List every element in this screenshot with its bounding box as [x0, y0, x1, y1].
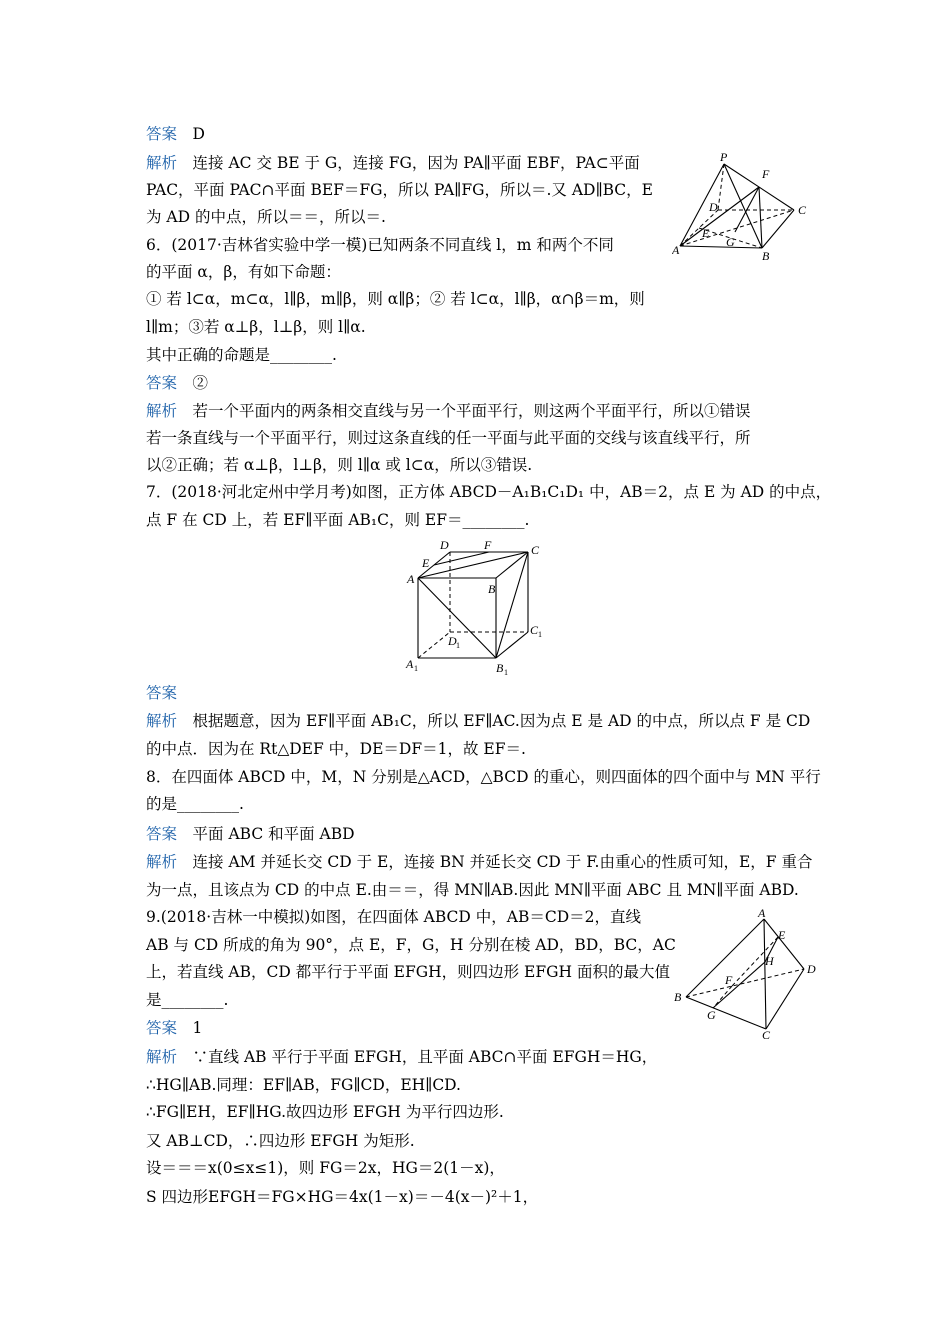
- line-text: ① 若 l⊂α，m⊂α，l∥β，m∥β，则 α∥β；② 若 l⊂α，l∥β，α∩β＝m，则: [146, 290, 645, 308]
- line-text: D: [192, 125, 205, 143]
- label-D: D: [807, 962, 816, 976]
- edge-BC: [686, 997, 766, 1029]
- text-line: [146, 153, 640, 173]
- answer-label: 答案: [146, 825, 178, 843]
- text-line: [146, 401, 751, 421]
- answer-label: 答案: [146, 684, 178, 702]
- edge-HG: [713, 962, 765, 1008]
- line-text: 6．(2017·吉林省实验中学一模)已知两条不同直线 l，m 和两个不同: [146, 236, 614, 254]
- label-C1-sub: 1: [538, 630, 542, 639]
- label-F: F: [725, 973, 733, 987]
- edge-PD: [718, 164, 724, 210]
- edge-A1D1: [418, 632, 450, 658]
- label-D: D: [709, 200, 718, 214]
- line-text: 根据题意，因为 EF∥平面 AB₁C，所以 EF∥AC.因为点 E 是 AD 的中点，所以点 F 是 CD: [192, 712, 811, 730]
- pyramid-figure: [672, 150, 812, 265]
- line-text: 平面 ABC 和平面 ABD: [192, 825, 355, 843]
- text-line: [146, 235, 614, 255]
- answer-label: 解析: [146, 154, 178, 172]
- line-text: ∴FG∥EH，EF∥HG.故四边形 EFGH 为平行四边形.: [146, 1103, 504, 1121]
- text-line: [146, 1075, 461, 1095]
- text-line: [146, 510, 529, 530]
- line-text: AB 与 CD 所成的角为 90°，点 E，F，G，H 分别在棱 AD，BD，BC，AC: [146, 936, 676, 954]
- text-line: [146, 262, 341, 282]
- edge-BD: [686, 969, 804, 997]
- line-text: 为 AD 的中点，所以＝＝，所以＝.: [146, 208, 386, 226]
- label-C: C: [798, 203, 807, 217]
- edge-AC: [764, 919, 766, 1029]
- line-text: l∥m；③若 α⊥β，l⊥β，则 l∥α.: [146, 318, 366, 336]
- line-text: S 四边形EFGH＝FG×HG＝4x(1－x)＝－4(x－)²＋1，: [146, 1188, 539, 1206]
- text-line: [146, 289, 645, 309]
- label-A1: A: [406, 657, 414, 671]
- line-text: 是________.: [146, 991, 229, 1009]
- line-text: PAC，平面 PAC∩平面 BEF＝FG，所以 PA∥FG，所以＝.又 AD∥BC，E: [146, 181, 653, 199]
- label-E: E: [778, 928, 786, 942]
- label-D1: D: [448, 634, 457, 648]
- text-line: [146, 373, 208, 393]
- cube-figure: [402, 538, 552, 678]
- label-A: A: [672, 243, 680, 257]
- answer-label: 答案: [146, 1019, 178, 1037]
- label-B1: B: [496, 661, 504, 675]
- line-text: 的平面 α，β，有如下命题：: [146, 263, 341, 281]
- label-C1: C: [530, 623, 539, 637]
- label-A: A: [758, 906, 766, 920]
- text-line: [146, 962, 670, 982]
- label-A: A: [407, 572, 415, 586]
- line-text: 的是________.: [146, 795, 244, 813]
- text-line: [146, 1131, 415, 1151]
- text-line: [146, 1187, 538, 1207]
- line-text: ②: [192, 374, 209, 392]
- label-H: H: [765, 954, 774, 968]
- label-F: F: [484, 538, 492, 552]
- answer-label: 解析: [146, 1048, 178, 1066]
- text-line: [146, 345, 337, 365]
- answer-label: 答案: [146, 125, 178, 143]
- text-line: [146, 428, 751, 448]
- edge-BC: [762, 210, 794, 248]
- text-line: [146, 767, 821, 787]
- text-line: [146, 1158, 505, 1178]
- edge-AB: [680, 246, 762, 248]
- edge-FB: [759, 187, 762, 248]
- text-line: [146, 1047, 657, 1067]
- label-E: E: [422, 556, 430, 570]
- label-B: B: [488, 582, 496, 596]
- text-line: [146, 683, 193, 703]
- text-line: [146, 124, 205, 144]
- answer-label: 解析: [146, 402, 178, 420]
- text-line: [146, 907, 641, 927]
- line-text: 连接 AM 并延长交 CD 于 E，连接 BN 并延长交 CD 于 F.由重心的性质可知，E，F 重合: [192, 853, 813, 871]
- line-text: 的中点．因为在 Rt△DEF 中，DE＝DF＝1，故 EF＝.: [146, 740, 526, 758]
- line-text: 设＝＝＝x(0≤x≤1)，则 FG＝2x，HG＝2(1－x)，: [146, 1159, 505, 1177]
- text-line: [146, 935, 676, 955]
- text-line: [146, 317, 366, 337]
- edge-CB1: [496, 552, 528, 658]
- label-A1-sub: 1: [414, 664, 418, 673]
- text-line: [146, 482, 831, 502]
- tetrahedron-figure: [668, 905, 818, 1040]
- label-B1-sub: 1: [504, 668, 508, 677]
- line-text: ∴HG∥AB.同理：EF∥AB，FG∥CD，EH∥CD.: [146, 1076, 461, 1094]
- line-text: 为一点，且该点为 CD 的中点 E.由＝＝，得 MN∥AB.因此 MN∥平面 ABC 且 MN∥平面 ABD.: [146, 881, 799, 899]
- text-line: [146, 990, 228, 1010]
- line-text: 若一个平面内的两条相交直线与另一个平面平行，则这两个平面平行，所以①错误: [192, 402, 751, 420]
- line-text: 连接 AC 交 BE 于 G，连接 FG，因为 PA∥平面 EBF，PA⊂平面: [192, 154, 640, 172]
- text-line: [146, 1102, 504, 1122]
- label-D1-sub: 1: [456, 641, 460, 650]
- label-G: G: [707, 1008, 716, 1022]
- line-text: 8．在四面体 ABCD 中，M，N 分别是△ACD，△BCD 的重心，则四面体的四个面中与 MN 平行: [146, 768, 821, 786]
- edge-B1C1: [496, 632, 528, 658]
- answer-label: 答案: [146, 374, 178, 392]
- label-B: B: [674, 990, 682, 1004]
- line-text: ∵直线 AB 平行于平面 EFGH，且平面 ABC∩平面 EFGH＝HG，: [192, 1048, 658, 1066]
- line-text: 上，若直线 AB，CD 都平行于平面 EFGH，则四边形 EFGH 面积的最大值: [146, 963, 670, 981]
- text-line: [146, 852, 812, 872]
- edge-AC: [680, 210, 794, 246]
- label-B: B: [762, 249, 770, 263]
- text-line: [146, 207, 386, 227]
- label-G: G: [726, 235, 735, 249]
- label-F: F: [762, 167, 770, 181]
- text-line: [146, 824, 355, 844]
- line-text: 9.(2018·吉林一中模拟)如图，在四面体 ABCD 中，AB＝CD＝2，直线: [146, 908, 642, 926]
- text-line: [146, 794, 244, 814]
- line-text: 以②正确；若 α⊥β，l⊥β，则 l∥α 或 l⊂α，所以③错误.: [146, 456, 533, 474]
- label-D: D: [440, 538, 449, 552]
- text-line: [146, 711, 810, 731]
- label-C: C: [531, 543, 540, 557]
- edge-CD: [766, 969, 804, 1029]
- text-line: [146, 180, 653, 200]
- answer-label: 解析: [146, 853, 178, 871]
- line-text: 其中正确的命题是________.: [146, 346, 337, 364]
- label-C: C: [762, 1028, 771, 1040]
- line-text: 7．(2018·河北定州中学月考)如图，正方体 ABCD－A₁B₁C₁D₁ 中，AB＝2，点 E 为 AD 的中点，: [146, 483, 832, 501]
- line-text: 又 AB⊥CD，∴四边形 EFGH 为矩形.: [146, 1132, 415, 1150]
- line-text: 点 F 在 CD 上，若 EF∥平面 AB₁C，则 EF＝________.: [146, 511, 530, 529]
- text-line: [146, 739, 526, 759]
- text-line: [146, 1018, 202, 1038]
- line-text: 1: [192, 1019, 203, 1037]
- label-P: P: [720, 150, 728, 164]
- text-line: [146, 455, 532, 475]
- line-text: 若一条直线与一个平面平行，则过这条直线的任一平面与此平面的交线与该直线平行，所: [146, 429, 751, 447]
- label-E: E: [702, 226, 710, 240]
- answer-label: 解析: [146, 712, 178, 730]
- edge-FG: [713, 986, 732, 1008]
- text-line: [146, 880, 799, 900]
